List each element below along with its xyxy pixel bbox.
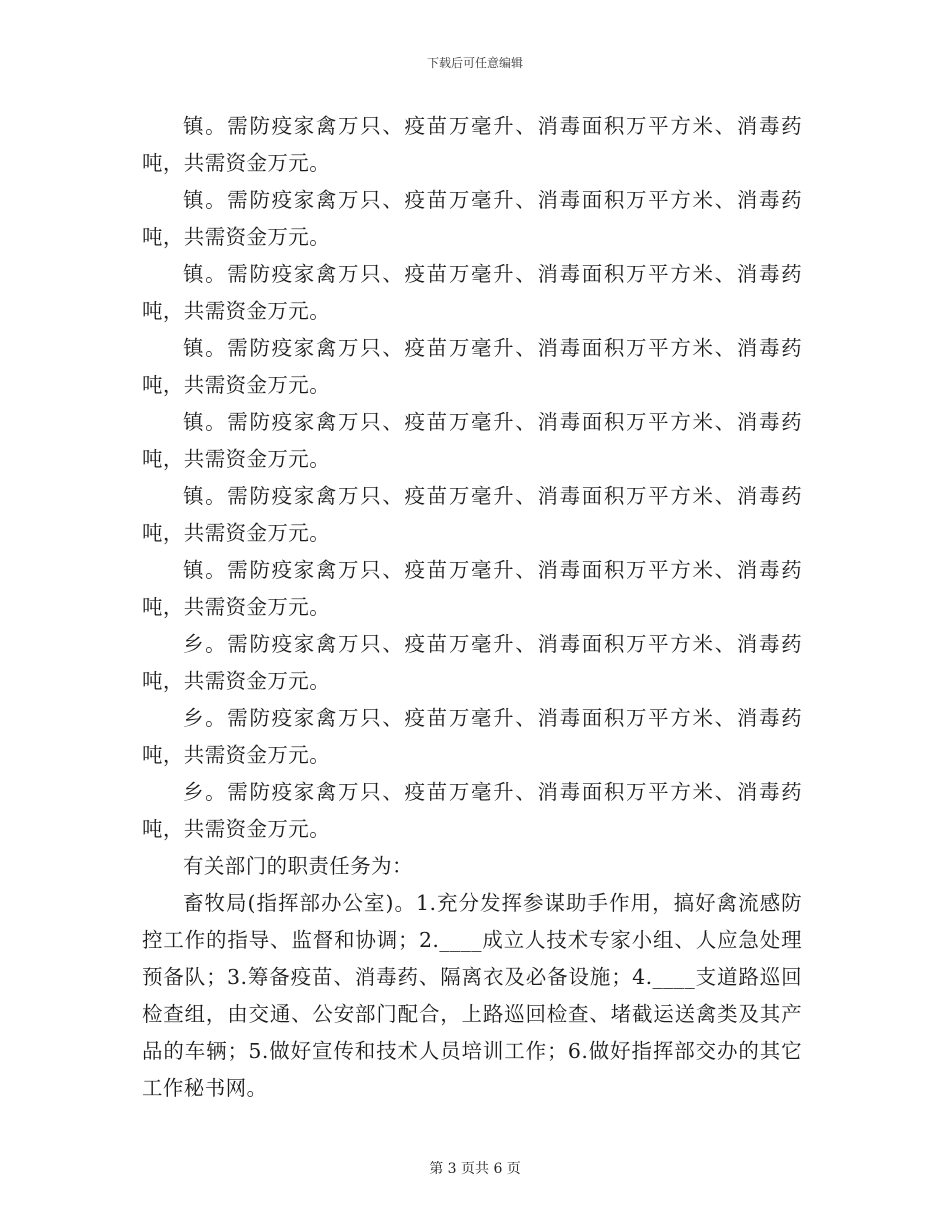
paragraph: 乡。需防疫家禽万只、疫苗万毫升、消毒面积万平方米、消毒药吨，共需资金万元。 [142, 632, 802, 693]
paragraph: 镇。需防疫家禽万只、疫苗万毫升、消毒面积万平方米、消毒药吨，共需资金万元。 [142, 336, 802, 397]
page-number: 第 3 页共 6 页 [429, 1161, 521, 1177]
paragraph: 镇。需防疫家禽万只、疫苗万毫升、消毒面积万平方米、消毒药吨，共需资金万元。 [142, 410, 802, 471]
paragraph: 畜牧局(指挥部办公室)。1.充分发挥参谋助手作用，搞好禽流感防控工作的指导、监督和协调；2.____成立人技术专家小组、人应急处理预备队；3.筹备疫苗、消毒药、隔离衣及必备设施；4.____支道路巡回检查组，由交通、公安部门配合，上路巡回检查、堵截运送禽类及其产品的车辆；5.做好宣传和技术人员培训工作；6.做好指挥部交办的其它工作秘书网。 [142, 891, 802, 1100]
page-header: 下载后可任意编辑 [426, 56, 523, 70]
section-heading: 有关部门的职责任务为： [183, 854, 413, 878]
paragraph: 乡。需防疫家禽万只、疫苗万毫升、消毒面积万平方米、消毒药吨，共需资金万元。 [142, 780, 802, 841]
document-body [142, 108, 802, 1107]
paragraph: 镇。需防疫家禽万只、疫苗万毫升、消毒面积万平方米、消毒药吨，共需资金万元。 [142, 262, 802, 323]
paragraph: 镇。需防疫家禽万只、疫苗万毫升、消毒面积万平方米、消毒药吨，共需资金万元。 [142, 188, 802, 249]
paragraph: 镇。需防疫家禽万只、疫苗万毫升、消毒面积万平方米、消毒药吨，共需资金万元。 [142, 114, 802, 175]
paragraph: 镇。需防疫家禽万只、疫苗万毫升、消毒面积万平方米、消毒药吨，共需资金万元。 [142, 558, 802, 619]
paragraph: 乡。需防疫家禽万只、疫苗万毫升、消毒面积万平方米、消毒药吨，共需资金万元。 [142, 706, 802, 767]
paragraph: 镇。需防疫家禽万只、疫苗万毫升、消毒面积万平方米、消毒药吨，共需资金万元。 [142, 484, 802, 545]
